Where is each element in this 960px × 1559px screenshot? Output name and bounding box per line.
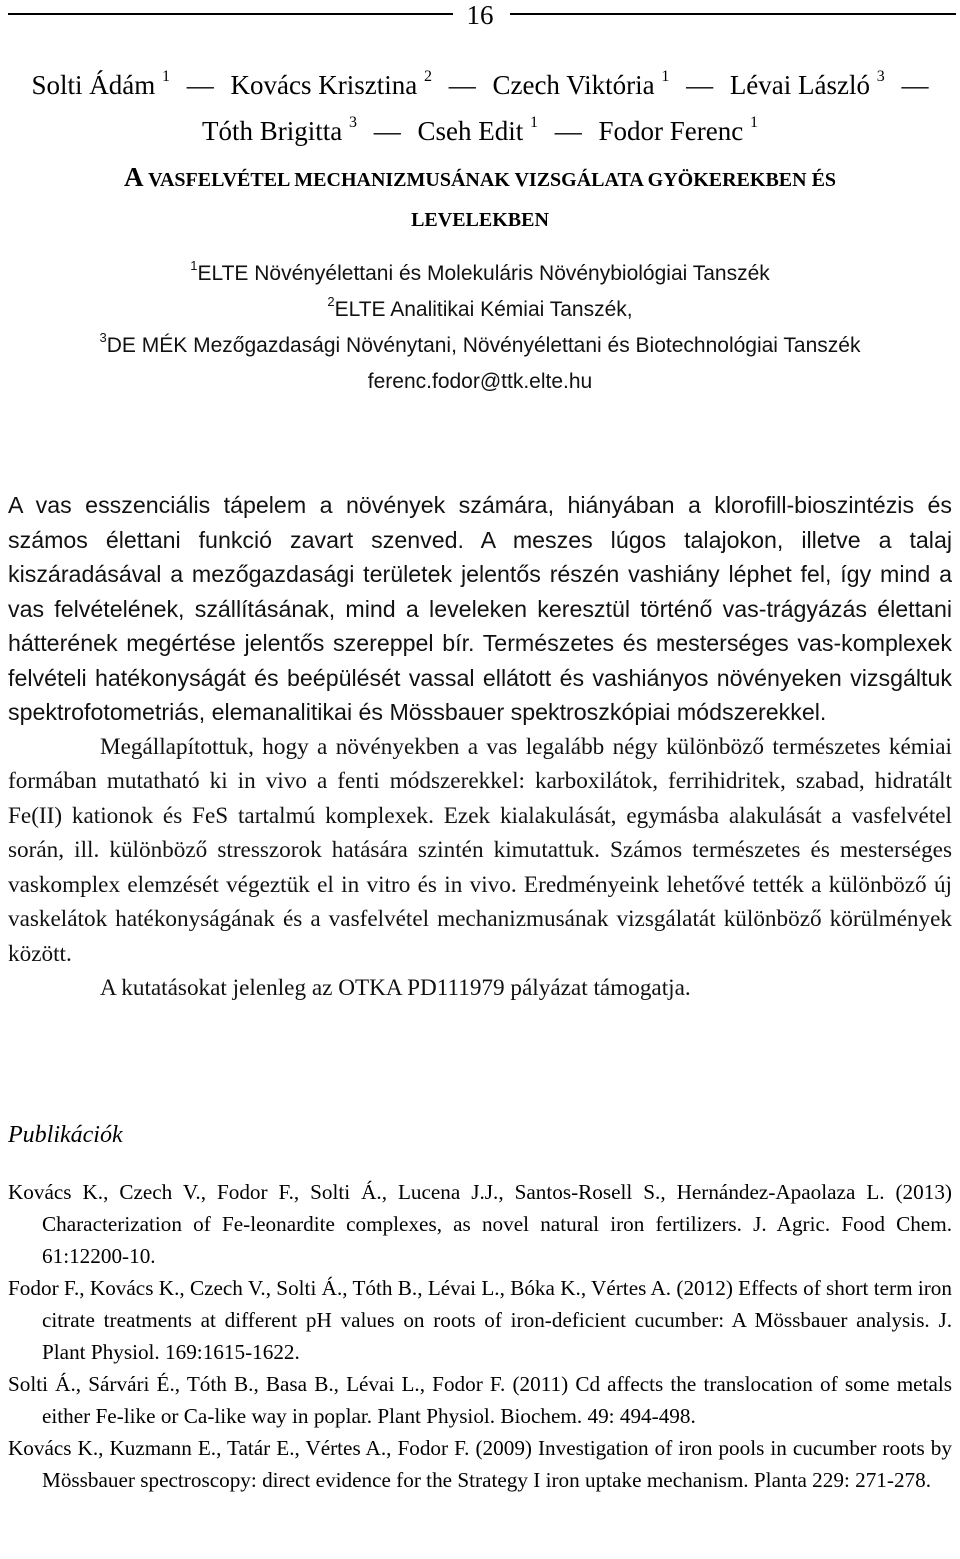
- author-affiliation-mark: 1: [749, 114, 758, 131]
- author-affiliation-mark: 1: [661, 68, 670, 85]
- abstract: [8, 488, 952, 1006]
- reference-item: Solti Á., Sárvári É., Tóth B., Basa B., Lévai L., Fodor F. (2011) Cd affects the translocation of some metals either Fe-like or Ca-like way in poplar. Plant Physiol. Biochem. 49: 494-498.: [8, 1372, 952, 1428]
- affiliation-3: [0, 328, 960, 364]
- author-line-1: [0, 62, 960, 108]
- author-separator: —: [686, 70, 714, 100]
- author-list: [0, 62, 960, 154]
- author-name: Cseh Edit: [417, 116, 524, 146]
- affiliation-mark: 1: [190, 258, 198, 273]
- reference-list: [8, 1176, 952, 1496]
- title-line-1: [8, 157, 952, 200]
- author-line-2: [0, 108, 960, 154]
- page-number: 16: [466, 0, 494, 30]
- abstract-paragraph-2: Megállapítottuk, hogy a növényekben a vas legalább négy különböző természetes kémiai formában mutatható ki in vivo a fenti módszerekkel: karboxilátok, ferrihidritek, szabad, hidratált Fe(II) kationok és FeS tartalmú komplexek. Ezek kialakulását, egymásba alakulását a vasfelvétel során, ill. különböző stresszorok hatására szintén kimutattuk. Számos természetes és mesterséges vaskomplex elemzését végeztük el in vitro és in vivo. Eredményeink lehetővé tették a különböző új vaskelátok hatékonyságának és a vasfelvétel mechanizmusának vizsgálatát különböző körülmények között.: [8, 733, 952, 967]
- author-name: Tóth Brigitta: [202, 116, 343, 146]
- abstract-paragraph-1: A vas esszenciális tápelem a növények számára, hiányában a klorofill-bioszintézis és számos élettani funkció zavart szenved. A meszes lúgos talajokon, illetve a talaj kiszáradásával a mezőgazdasági területek jelentős részén vashiány léphet fel, így mind a vas felvételének, szállításának, mind a leveleken keresztül történő vas-trágyázás élettani hátterének megértése jelentős szereppel bír. Természetes és mesterséges vas-komplexek felvételi hatékonyságát és beépülését vassal ellátott és vashiányos növényeken vizsgáltuk spektrofotometriás, elemanalitikai és Mössbauer spektroszkópiai módszerekkel.: [8, 492, 952, 725]
- author-name: Czech Viktória: [492, 70, 655, 100]
- author-affiliation-mark: 3: [349, 114, 357, 131]
- affiliation-text: ELTE Növényélettani és Molekuláris Növénybiológiai Tanszék: [197, 262, 770, 285]
- affiliation-1: [0, 256, 960, 292]
- affiliation-mark: 2: [327, 294, 335, 309]
- affiliations: [0, 256, 960, 400]
- affiliation-2: [0, 292, 960, 328]
- author-name: Lévai László: [729, 70, 870, 100]
- author-separator: —: [901, 70, 929, 100]
- paper-title: [8, 157, 952, 240]
- title-initial: A: [123, 162, 144, 192]
- author-name: Solti Ádám: [31, 70, 156, 100]
- author-separator: —: [554, 116, 582, 146]
- affiliation-text: DE MÉK Mezőgazdasági Növénytani, Növényélettani és Biotechnológiai Tanszék: [106, 334, 861, 357]
- reference-item: Fodor F., Kovács K., Czech V., Solti Á., Tóth B., Lévai L., Bóka K., Vértes A. (2012) Effects of short term iron citrate treatments at different pH values on roots of iron-deficient cucumber: A Mössbauer analysis. J. Plant Physiol. 169:1615-1622.: [8, 1276, 952, 1364]
- author-affiliation-mark: 1: [530, 114, 538, 131]
- author-affiliation-mark: 2: [423, 68, 432, 85]
- author-name: Kovács Krisztina: [230, 70, 418, 100]
- author-separator: —: [186, 70, 214, 100]
- author-affiliation-mark: 1: [162, 68, 171, 85]
- title-line-2: LEVELEKBEN: [411, 209, 549, 231]
- reference-item: Kovács K., Kuzmann E., Tatár E., Vértes A., Fodor F. (2009) Investigation of iron pools in cucumber roots by Mössbauer spectroscopy: direct evidence for the Strategy I iron uptake mechanism. Planta 229: 271-278.: [8, 1436, 952, 1492]
- reference-item: Kovács K., Czech V., Fodor F., Solti Á., Lucena J.J., Santos-Rosell S., Hernández-Apaolaza L. (2013) Characterization of Fe-leonardite complexes, as novel natural iron fertilizers. J. Agric. Food Chem. 61:12200-10.: [8, 1180, 952, 1268]
- title-rest: VASFELVÉTEL MECHANIZMUSÁNAK VIZSGÁLATA GYÖKEREKBEN ÉS: [148, 169, 837, 191]
- author-affiliation-mark: 3: [876, 68, 885, 85]
- affiliation-text: ELTE Analitikai Kémiai Tanszék,: [334, 298, 633, 321]
- affiliation-mark: 3: [99, 330, 107, 345]
- author-separator: —: [373, 116, 401, 146]
- funding-statement: A kutatásokat jelenleg az OTKA PD111979 pályázat támogatja.: [100, 975, 691, 1001]
- author-separator: —: [448, 70, 476, 100]
- author-name: Fodor Ferenc: [598, 116, 744, 146]
- publications-heading: Publikációk: [8, 1122, 123, 1148]
- contact-email[interactable]: ferenc.fodor@ttk.elte.hu: [367, 370, 593, 393]
- header-rule-right: [510, 13, 956, 15]
